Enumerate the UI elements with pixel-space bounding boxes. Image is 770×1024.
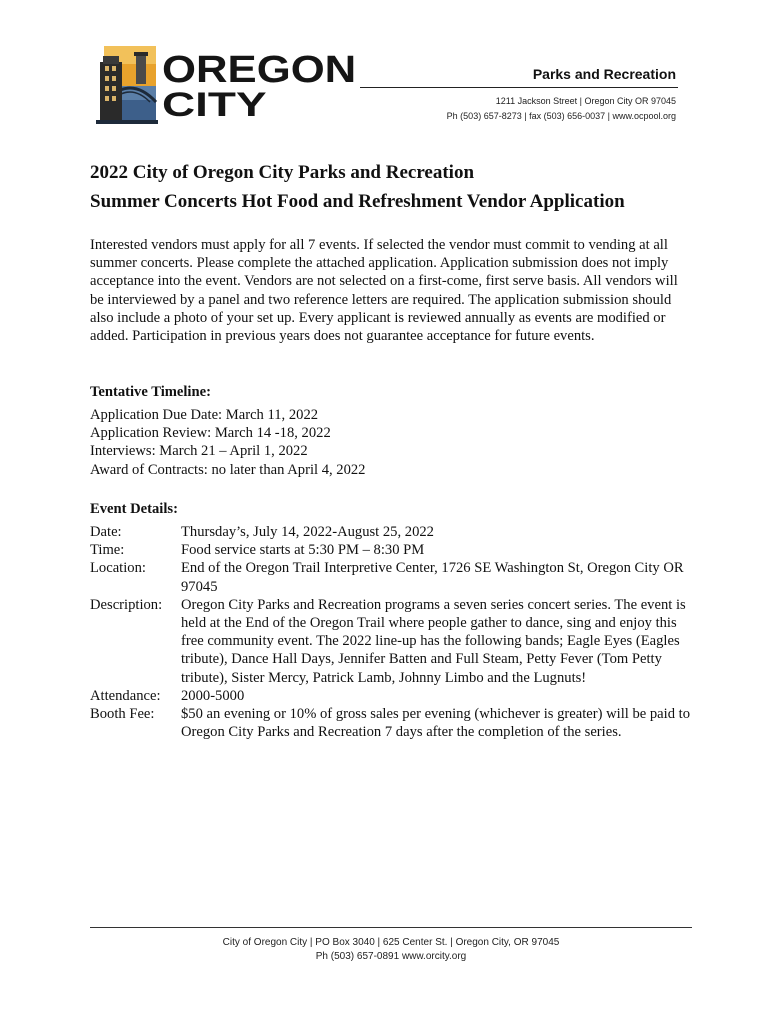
detail-value: 2000-5000 — [181, 687, 245, 704]
detail-label: Date: — [90, 524, 122, 540]
timeline-item: Application Due Date: March 11, 2022 — [90, 407, 319, 423]
logo-word-city: CITY — [162, 86, 267, 124]
detail-value: $50 an evening or 10% of gross sales per evening (whichever is greater) will be paid to Oregon City Parks and Recreation 7 days after the completion of the series. — [181, 706, 690, 741]
document-title-line1: 2022 City of Oregon City Parks and Recreation — [90, 162, 475, 183]
footer-address: City of Oregon City | PO Box 3040 | 625 Center St. | Oregon City, OR 97045 — [222, 937, 560, 948]
oregon-city-emblem-icon — [96, 44, 158, 124]
detail-row-description — [90, 596, 690, 687]
detail-value: Food service starts at 5:30 PM – 8:30 PM — [181, 542, 425, 559]
detail-value: Oregon City Parks and Recreation programs a seven series concert series. The event is held at the End of the Oregon Trail where people gather to dance, sing and enjoy this free community event. The 2022 line-up has the following bands; Eagle Eyes (Eagles tribute), Dance Hall Days, Jennifer Batten and Full Steam, Petty Fever (Tom Petty tribute), Sister Mercy, Patrick Lamb, Johnny Limbo and the Lugnuts! — [181, 596, 686, 686]
detail-label: Description: — [90, 596, 163, 613]
detail-label: Time: — [90, 542, 125, 559]
detail-label: Attendance: — [90, 687, 161, 704]
detail-row-booth-fee — [90, 705, 690, 741]
timeline-heading: Tentative Timeline: — [90, 384, 211, 400]
footer-divider — [90, 927, 692, 928]
detail-value: End of the Oregon Trail Interpretive Center, 1726 SE Washington St, Oregon City OR 97045 — [181, 560, 684, 595]
timeline-item: Interviews: March 21 – April 1, 2022 — [90, 443, 308, 460]
detail-row-time — [90, 541, 690, 559]
event-details-heading: Event Details: — [90, 501, 178, 517]
department-name: Parks and Recreation — [532, 66, 676, 82]
oregon-city-logo — [96, 44, 358, 124]
document-title-line2: Summer Concerts Hot Food and Refreshment Vendor Application — [90, 191, 625, 212]
header-divider — [360, 87, 678, 88]
detail-label: Booth Fee: — [90, 706, 155, 723]
detail-row-attendance — [90, 687, 690, 705]
header-contact: Ph (503) 657-8273 | fax (503) 656-0037 | www.ocpool.org — [446, 111, 676, 121]
timeline-item: Award of Contracts: no later than April 4, 2022 — [90, 461, 366, 478]
detail-value: Thursday’s, July 14, 2022-August 25, 2022 — [181, 524, 434, 540]
header-address: 1211 Jackson Street | Oregon City OR 97045 — [495, 96, 676, 106]
intro-paragraph: Interested vendors must apply for all 7 events. If selected the vendor must commit to vending at all summer concerts. Please complete the attached application. Application submission does not imply acceptance into the event. Vendors are not selected on a first-come, first serve basis. All vendors will be interviewed by a panel and two reference letters are required. The application submission should also include a photo of your set up. Every applicant is reviewed annually as events are modified or added. Participation in previous years does not guarantee acceptance for future events. — [90, 237, 678, 345]
logo-word-oregon: OREGON — [162, 49, 357, 91]
detail-row-date — [90, 523, 690, 541]
event-details-table — [90, 523, 690, 741]
timeline-list — [90, 406, 365, 479]
timeline-item: Application Review: March 14 -18, 2022 — [90, 425, 331, 442]
detail-label: Location: — [90, 560, 146, 577]
footer-contact: Ph (503) 657-0891 www.orcity.org — [315, 951, 467, 962]
detail-row-location — [90, 559, 690, 595]
